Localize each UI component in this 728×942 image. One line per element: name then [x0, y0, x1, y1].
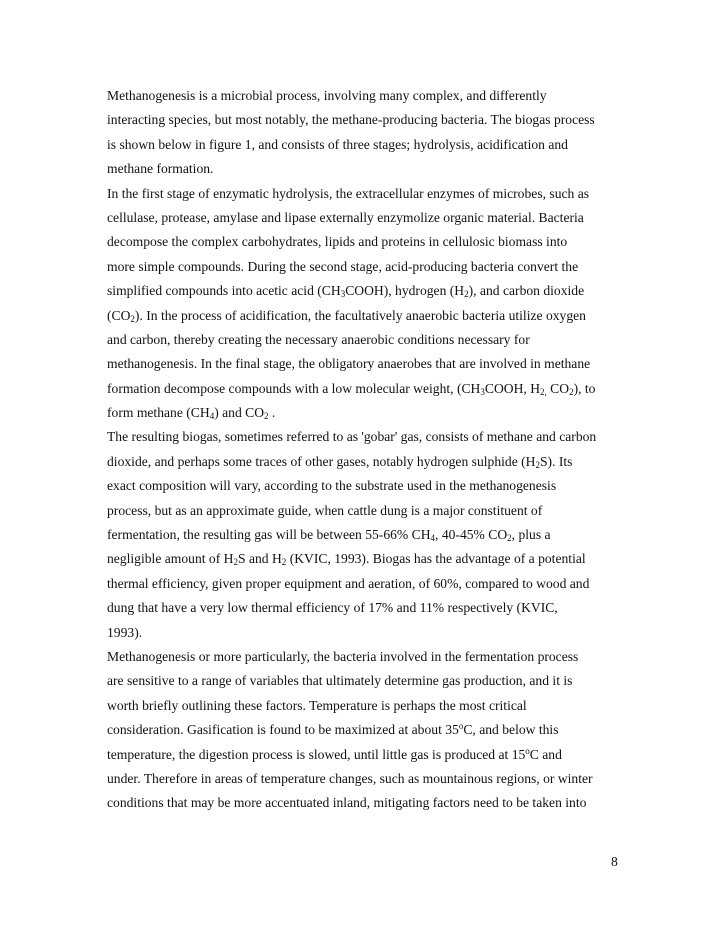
text-run: ), and carbon dioxide	[468, 283, 585, 299]
text-run: Methanogenesis or more particularly, the bacteria involved in the fermentation process	[107, 648, 579, 664]
text-line	[107, 304, 627, 328]
subscript: 4	[430, 533, 436, 544]
text-line	[107, 547, 627, 571]
text-line	[107, 621, 627, 645]
text-run: under. Therefore in areas of temperature changes, such as mountainous regions, or winter	[107, 770, 593, 786]
text-run: cellulase, protease, amylase and lipase externally enzymolize organic material. Bacteria	[107, 209, 584, 225]
text-run: formation decompose compounds with a low molecular weight, (CH	[107, 380, 481, 396]
text-run: negligible amount of H	[107, 551, 234, 567]
text-run: The resulting biogas, sometimes referred to as 'gobar' gas, consists of methane and carbon	[107, 429, 597, 445]
text-run: conditions that may be more accentuated inland, mitigating factors need to be taken into	[107, 795, 587, 811]
text-line	[107, 206, 627, 230]
subscript: 2	[569, 386, 574, 397]
subscript: 2	[535, 459, 540, 470]
text-line	[107, 474, 627, 498]
text-line	[107, 645, 627, 669]
body-text	[107, 84, 627, 816]
text-run: ) and CO	[214, 405, 265, 421]
text-run: ), to	[573, 380, 596, 396]
text-line	[107, 669, 627, 693]
text-line	[107, 157, 627, 181]
text-line	[107, 182, 627, 206]
text-run: , plus a	[511, 527, 551, 543]
superscript: o	[525, 745, 530, 756]
text-run: CO	[546, 380, 570, 396]
text-run: consideration. Gasification is found to be maximized at about 35	[107, 722, 459, 738]
text-run: fermentation, the resulting gas will be between 55-66% CH	[107, 527, 431, 543]
text-line	[107, 377, 627, 401]
text-line	[107, 572, 627, 596]
text-run: C, and below this	[463, 722, 559, 738]
text-run: temperature, the digestion process is slowed, until little gas is produced at 15	[107, 746, 526, 762]
text-run: methane formation.	[107, 161, 214, 177]
text-run: and carbon, thereby creating the necessary anaerobic conditions necessary for	[107, 331, 530, 347]
page-number: 8	[611, 854, 618, 869]
subscript: 2,	[540, 386, 547, 397]
text-run: more simple compounds. During the second stage, acid-producing bacteria convert the	[107, 258, 579, 274]
text-run: Methanogenesis is a microbial process, involving many complex, and differently	[107, 88, 547, 103]
text-run: COOH, H	[484, 380, 541, 396]
text-line	[107, 352, 627, 376]
text-run: interacting species, but most notably, the methane-producing bacteria. The biogas process	[107, 112, 595, 128]
text-line	[107, 401, 627, 425]
text-run: dung that have a very low thermal efficiency of 17% and 11% respectively (KVIC,	[107, 600, 558, 616]
text-run: dioxide, and perhaps some traces of other gases, notably hydrogen sulphide (H	[107, 453, 536, 469]
subscript: 3	[480, 386, 485, 397]
subscript: 3	[340, 289, 346, 300]
text-run: , 40-45% CO	[435, 527, 508, 543]
text-line	[107, 84, 627, 108]
text-run: thermal efficiency, given proper equipment and aeration, of 60%, compared to wood and	[107, 575, 590, 591]
text-run: S and H	[237, 551, 282, 567]
superscript: o	[458, 721, 464, 732]
text-run: process, but as an approximate guide, when cattle dung is a major constituent of	[107, 502, 543, 518]
text-line	[107, 694, 627, 718]
text-run: S). Its	[539, 453, 573, 469]
text-run: C and	[529, 746, 562, 762]
text-line	[107, 328, 627, 352]
text-run: (CO	[107, 307, 131, 323]
text-run: is shown below in figure 1, and consists of three stages; hydrolysis, acidification and	[107, 136, 568, 152]
text-run: methanogenesis. In the final stage, the obligatory anaerobes that are involved in methane	[107, 356, 591, 372]
text-line	[107, 425, 627, 449]
text-run: ). In the process of acidification, the facultatively anaerobic bacteria utilize oxygen	[134, 307, 586, 323]
text-run: form methane (CH	[107, 405, 210, 421]
subscript: 2	[233, 557, 238, 568]
text-run: worth briefly outlining these factors. Temperature is perhaps the most critical	[107, 697, 527, 713]
text-line	[107, 499, 627, 523]
text-line	[107, 596, 627, 620]
subscript: 4	[209, 411, 215, 422]
text-line	[107, 718, 627, 742]
subscript: 2	[507, 533, 512, 544]
text-run: are sensitive to a range of variables that ultimately determine gas production, and it is	[107, 673, 573, 689]
text-line	[107, 523, 627, 547]
text-run: COOH), hydrogen (H	[345, 283, 465, 299]
text-line	[107, 255, 627, 279]
text-run: In the first stage of enzymatic hydrolysis, the extracellular enzymes of microbes, such as	[107, 185, 590, 201]
text-run: exact composition will vary, according to the substrate used in the methanogenesis	[107, 478, 557, 494]
subscript: 2	[464, 289, 469, 300]
text-line	[107, 767, 627, 791]
text-line	[107, 108, 627, 132]
subscript: 2	[264, 411, 269, 422]
subscript: 2	[281, 557, 287, 568]
text-run: (KVIC, 1993). Biogas has the advantage of a potential	[286, 551, 586, 567]
text-line	[107, 133, 627, 157]
text-line	[107, 230, 627, 254]
text-line	[107, 279, 627, 303]
text-run: simplified compounds into acetic acid (CH	[107, 283, 341, 299]
text-line	[107, 450, 627, 474]
text-line	[107, 743, 627, 767]
text-run: 1993).	[107, 624, 143, 640]
text-run: .	[268, 405, 276, 421]
text-run: decompose the complex carbohydrates, lipids and proteins in cellulosic biomass into	[107, 234, 568, 250]
subscript: 2	[130, 313, 135, 324]
text-line	[107, 791, 627, 815]
